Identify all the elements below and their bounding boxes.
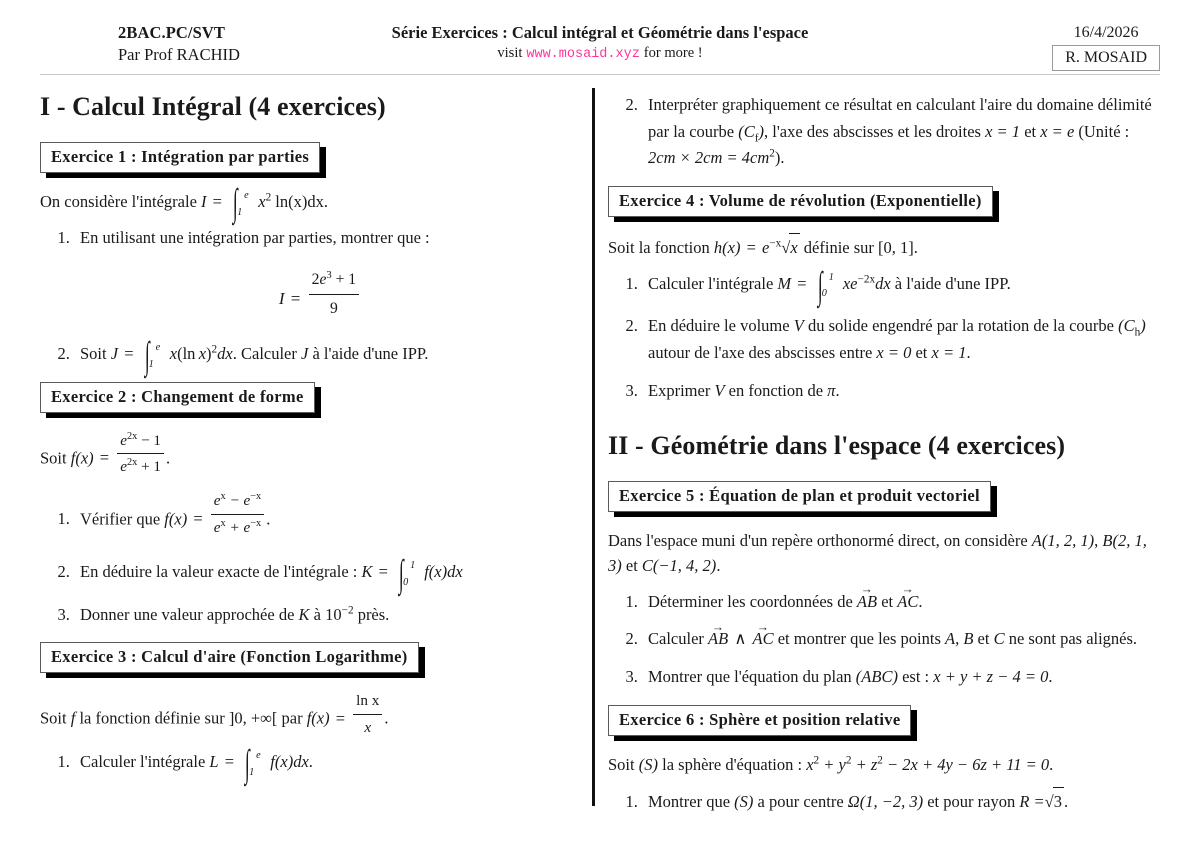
exercise-2-questions bbox=[40, 489, 560, 629]
page-header bbox=[40, 22, 1160, 74]
ex4-q2-x0: x = 0 bbox=[876, 343, 912, 363]
ex6-q1-mid2: et pour rayon bbox=[927, 792, 1016, 812]
ex5-vector-AC: AC → bbox=[897, 589, 918, 616]
ex5-wedge-operator: ∧ bbox=[734, 629, 747, 649]
document-title: Série Exercices : Calcul intégral et Géométrie dans l'espace bbox=[391, 23, 809, 42]
ex3-q2-x-eq-1: x = 1 bbox=[985, 121, 1021, 141]
ex4-curve-Ch: $(C_h)$ bbox=[1118, 316, 1146, 339]
list-item bbox=[642, 378, 1160, 405]
ex1-integrand-x: x bbox=[258, 192, 266, 211]
exercise-1-label: Exercice 1 : Intégration par parties bbox=[40, 142, 320, 173]
ex2-q1-num-pow2: −x bbox=[250, 490, 262, 502]
ex4-q1-equals: = bbox=[797, 273, 807, 293]
ex3-q2-line2-b: , l'axe des abscisses et les droites bbox=[764, 121, 981, 141]
ex2-q1-num bbox=[211, 489, 264, 515]
ex5-intro-line1: Dans l'espace muni d'un repère orthonormé direct, on considère bbox=[608, 530, 1028, 550]
ex5-q2-point-C: C bbox=[993, 629, 1005, 649]
ex1-integrand-power: 2 bbox=[265, 191, 272, 204]
ex1-q2-power: 2 bbox=[211, 343, 218, 356]
list-item bbox=[74, 551, 560, 595]
ex4-intro-prefix: Soit la fonction bbox=[608, 238, 710, 258]
ex4-symbol-h: h(x) bbox=[713, 238, 741, 258]
list-item bbox=[74, 602, 560, 629]
left-column bbox=[40, 92, 560, 790]
ex3-q1-prefix: Calculer l'intégrale bbox=[80, 752, 206, 772]
ex4-intro-suffix: définie sur [0, 1]. bbox=[803, 238, 918, 258]
ex2-q3-prefix: Donner une valeur approchée de bbox=[80, 604, 295, 624]
ex5-q1-period: . bbox=[918, 591, 923, 611]
ex3-q2-x-eq-e: x = e bbox=[1040, 121, 1075, 141]
ex1-q2-ln: (ln x) bbox=[177, 343, 212, 363]
ex6-q1-prefix: Montrer que bbox=[648, 792, 731, 812]
exercise-3-intro bbox=[40, 689, 560, 739]
list-item bbox=[642, 92, 1160, 172]
ex6-radius-sqrt-arg: 3 bbox=[1053, 787, 1064, 816]
ex2-q1-period: . bbox=[266, 509, 271, 529]
ex3-q1-period: . bbox=[308, 752, 313, 772]
ex5-q2-suffix: ne sont pas bbox=[1008, 629, 1083, 649]
ex1-display-equation bbox=[80, 267, 560, 321]
ex2-q1-equals: = bbox=[193, 509, 203, 529]
ex2-q1-den-e: e bbox=[213, 519, 221, 537]
ex2-frac-denominator bbox=[117, 453, 164, 479]
exercise-4-title-box bbox=[608, 186, 1160, 217]
header-right-block bbox=[1052, 22, 1160, 71]
ex5-et: et bbox=[625, 556, 638, 576]
exercise-2-label: Exercice 2 : Changement de forme bbox=[40, 382, 315, 413]
ex2-num-pow: 2x bbox=[126, 430, 138, 442]
ex5-vector-AB: AB → bbox=[857, 589, 877, 616]
visit-line bbox=[392, 44, 809, 64]
ex1-frac-denominator: 9 bbox=[309, 294, 360, 321]
exercise-5-label: Exercice 5 : Équation de plan et produit vectoriel bbox=[608, 481, 991, 512]
ex2-q1-num-minus: − e bbox=[229, 491, 251, 509]
ex3-q2-unit: 2cm × 2cm = 4cm bbox=[648, 148, 770, 168]
header-left-block bbox=[118, 22, 240, 66]
author-badge: R. MOSAID bbox=[1052, 45, 1160, 71]
exercise-2-title-box bbox=[40, 382, 560, 413]
ex1-integral-sign bbox=[231, 181, 253, 224]
ex1-q1-text: En utilisant une intégration par parties, montrer que : bbox=[80, 227, 430, 247]
exercise-6-intro bbox=[608, 752, 1160, 778]
ex6-eq-z-pow: 2 bbox=[877, 754, 883, 767]
ex3-intro-mid: la fonction définie sur ]0, +∞[ par bbox=[79, 708, 303, 728]
ex5-q2-vector-AB: AB → bbox=[708, 626, 728, 653]
ex6-q1-sphere-S: (S) bbox=[734, 792, 754, 812]
ex5-comma: , bbox=[1094, 530, 1099, 550]
exercise-6-title-box bbox=[608, 705, 1160, 736]
ex2-q3-exponent: −2 bbox=[341, 604, 354, 617]
ex2-q1-prefix: Vérifier que bbox=[80, 509, 161, 529]
ex6-q1-mid: a pour centre bbox=[757, 792, 844, 812]
ex1-fraction bbox=[309, 267, 360, 321]
ex2-q1-fraction bbox=[211, 489, 264, 541]
ex2-q2-lower-bound: 0 bbox=[403, 576, 409, 588]
ex1-num-plus: + 1 bbox=[335, 271, 357, 289]
ex2-q1-num-pow: x bbox=[220, 490, 226, 502]
ex2-intro-period: . bbox=[166, 448, 171, 468]
ex6-intro-period: . bbox=[1049, 754, 1054, 774]
ex5-q2-points-AB: A, B bbox=[945, 629, 974, 649]
ex5-q2-mid: et montrer que les points bbox=[777, 629, 941, 649]
ex2-q1-den-pow: x bbox=[220, 518, 226, 530]
ex6-sphere-S: (S) bbox=[638, 754, 658, 774]
exercise-5-intro bbox=[608, 528, 1160, 579]
ex6-eq-x-pow: 2 bbox=[813, 754, 820, 767]
exercise-2-intro bbox=[40, 429, 560, 479]
ex3-q2-line2-c: et bbox=[1024, 121, 1037, 141]
ex3-fraction bbox=[353, 689, 382, 739]
ex5-q1-et: et bbox=[881, 591, 894, 611]
exercise-3-questions-right bbox=[608, 92, 1160, 172]
ex1-lower-bound: 1 bbox=[237, 207, 243, 219]
exercise-1-title-box bbox=[40, 142, 560, 173]
ex1-equals: = bbox=[212, 192, 222, 211]
ex2-intro-prefix: Soit bbox=[40, 448, 67, 468]
exercise-5-questions bbox=[608, 589, 1160, 691]
ex5-q2-line2: alignés. bbox=[1086, 629, 1138, 649]
visit-prefix: visit bbox=[497, 44, 523, 61]
ex1-integrand-ln: ln(x)dx bbox=[275, 192, 324, 211]
ex4-q1-integral-sign bbox=[816, 263, 838, 307]
ex2-q2-text: En déduire la valeur exacte de l'intégrale : bbox=[80, 561, 358, 581]
ex2-symbol-f: f bbox=[70, 448, 76, 468]
ex3-fx: f(x) bbox=[306, 708, 330, 728]
ex4-q1-upper-bound: 1 bbox=[828, 271, 834, 283]
ex3-q1-integral-sign bbox=[243, 742, 265, 786]
section-heading-2: II - Géométrie dans l'espace (4 exercices) bbox=[608, 430, 1066, 460]
ex1-num-pow: 3 bbox=[326, 270, 332, 282]
ex4-q3-pi: π bbox=[827, 380, 836, 400]
teacher-name: Par Prof RACHID bbox=[118, 44, 240, 64]
ex3-frac-numerator bbox=[353, 689, 382, 714]
ex5-q2-prefix: Calculer bbox=[648, 629, 704, 649]
ex4-e: e bbox=[762, 238, 770, 258]
list-item bbox=[74, 742, 560, 786]
ex1-q2-J2: J bbox=[301, 343, 309, 363]
ex1-q2-equals: = bbox=[124, 343, 134, 363]
ex2-fraction bbox=[117, 429, 164, 479]
ex4-equals: = bbox=[746, 238, 756, 258]
ex1-num-coef: 2 bbox=[311, 271, 320, 289]
ex1-intro-period: . bbox=[323, 192, 328, 211]
list-item bbox=[642, 787, 1160, 816]
exercise-3-label: Exercice 3 : Calcul d'aire (Fonction Logarithme) bbox=[40, 642, 419, 673]
ex4-q2-et: et bbox=[915, 343, 928, 363]
ex2-equals: = bbox=[99, 448, 110, 468]
list-item bbox=[74, 225, 560, 321]
ex3-q1-upper-bound: e bbox=[256, 750, 261, 762]
ex6-intro-prefix: Soit bbox=[608, 754, 635, 774]
exercise-4-questions bbox=[608, 263, 1160, 405]
ex6-eq-x: x bbox=[806, 754, 814, 774]
ex4-e-power: −x bbox=[769, 237, 782, 250]
integral-glyph-icon: ∫ bbox=[817, 263, 823, 307]
ex3-frac-denominator: x bbox=[353, 714, 382, 740]
ex6-center-omega: Ω(1, −2, 3) bbox=[847, 792, 924, 812]
exercise-4-label: Exercice 4 : Volume de révolution (Exponentielle) bbox=[608, 186, 993, 217]
list-item bbox=[642, 263, 1160, 307]
ex2-q2-upper-bound: 1 bbox=[410, 559, 416, 571]
ex5-point-B: B(2, 1, 3) bbox=[608, 530, 1147, 576]
ex2-q2-integrand: f(x)dx bbox=[424, 561, 463, 581]
ex4-q3-prefix: Exprimer bbox=[648, 380, 711, 400]
ex4-q2-mid: du solide engendré par la rotation de la courbe bbox=[807, 316, 1114, 336]
ex5-plane-equation: x + y + z − 4 = 0 bbox=[933, 667, 1049, 687]
ex4-q3-mid: en fonction de bbox=[728, 380, 824, 400]
ex2-q1-den-pow2: −x bbox=[250, 518, 262, 530]
ex1-symbol-I: I bbox=[201, 192, 207, 211]
ex5-q3-mid: est : bbox=[902, 667, 930, 687]
ex3-intro-prefix: Soit bbox=[40, 708, 67, 728]
ex4-q2-line2: autour de l'axe des abscisses entre bbox=[648, 343, 873, 363]
ex2-q1-num-e: e bbox=[213, 491, 221, 509]
ex2-frac-numerator bbox=[117, 429, 164, 454]
ex1-num-e: e bbox=[319, 271, 327, 289]
exercise-3-title-box bbox=[40, 642, 560, 673]
ex5-q3-prefix: Montrer que l'équation du plan bbox=[648, 667, 852, 687]
ex5-intro-period: . bbox=[716, 556, 721, 576]
ex2-q3-K: K bbox=[298, 604, 310, 624]
ex6-q1-period: . bbox=[1063, 792, 1069, 812]
ex2-den-pow: 2x bbox=[126, 457, 138, 469]
list-item bbox=[74, 333, 560, 377]
ex2-q1-f: f bbox=[164, 509, 169, 529]
integral-glyph-icon: ∫ bbox=[144, 333, 150, 377]
ex2-q3-base: 10 bbox=[325, 604, 342, 624]
exercise-6-label: Exercice 6 : Sphère et position relative bbox=[608, 705, 911, 736]
ex2-fx: (x) bbox=[75, 448, 94, 468]
ex4-q3-V: V bbox=[714, 380, 725, 400]
ex2-num-rest: − 1 bbox=[141, 431, 161, 449]
exercise-4-intro bbox=[608, 233, 1160, 261]
ex1-q2-dx: dx bbox=[217, 343, 233, 363]
ex1-symbol-J: J bbox=[110, 343, 119, 363]
sqrt-radical-icon: √ bbox=[781, 238, 791, 258]
ex6-eq-y-pow: 2 bbox=[845, 754, 852, 767]
ex3-q2-unit-power: 2 bbox=[769, 147, 775, 160]
ex3-q2-line1: Interpréter graphiquement ce résultat en calculant l'aire du domaine bbox=[648, 95, 1094, 114]
list-item bbox=[642, 626, 1160, 653]
ex4-q1-dx: dx bbox=[875, 273, 891, 293]
ex6-eq-y: + y bbox=[823, 754, 846, 774]
ex3-symbol-L: L bbox=[209, 752, 219, 772]
ex4-q2-prefix: En déduire le volume bbox=[648, 316, 790, 336]
exercise-6-questions bbox=[608, 787, 1160, 816]
ex3-equals: = bbox=[335, 708, 346, 728]
ex2-den-e: e bbox=[120, 458, 127, 476]
ex1-q2-prefix: Soit bbox=[80, 343, 107, 363]
list-item bbox=[642, 664, 1160, 691]
exercise-1-questions bbox=[40, 225, 560, 377]
sqrt-radical-icon: √ bbox=[1044, 792, 1054, 812]
integral-glyph-icon: ∫ bbox=[245, 742, 250, 786]
list-item bbox=[74, 489, 560, 541]
ex2-q2-integral-sign bbox=[397, 551, 419, 595]
ex4-q2-x1: x = 1 bbox=[931, 343, 967, 363]
school-level: 2BAC.PC/SVT bbox=[118, 23, 225, 42]
ex6-eq-z: + z bbox=[855, 754, 878, 774]
ex5-plane-ABC: (ABC) bbox=[855, 667, 898, 687]
ex5-q1-prefix: Déterminer les coordonnées de bbox=[648, 591, 853, 611]
visit-suffix: for more ! bbox=[643, 44, 703, 61]
ex2-q1-den bbox=[211, 514, 264, 541]
section-heading-1: I - Calcul Intégral (4 exercices) bbox=[40, 92, 386, 121]
exercise-1-intro bbox=[40, 181, 560, 224]
ex2-symbol-K: K bbox=[361, 561, 373, 581]
exercise-3-questions-left bbox=[40, 742, 560, 786]
ex2-q1-den-plus: + e bbox=[229, 519, 251, 537]
exercise-5-title-box bbox=[608, 481, 1160, 512]
ex4-q1-suffix: à l'aide d'une IPP. bbox=[894, 273, 1011, 293]
ex3-q1-integrand: f(x)dx bbox=[270, 752, 309, 772]
ex3-symbol-f: f bbox=[70, 708, 76, 728]
ex2-num-e: e bbox=[120, 431, 127, 449]
ex2-q1-fx: (x) bbox=[168, 509, 188, 529]
ex3-q2-unit-suffix: ). bbox=[774, 148, 785, 168]
ex5-point-A: A(1, 2, 1) bbox=[1031, 530, 1095, 550]
ex3-q2-unit-prefix: (Unité : bbox=[1078, 121, 1130, 141]
ex1-intro-text: On considère l'intégrale bbox=[40, 192, 197, 211]
ex2-q2-equals: = bbox=[378, 561, 388, 581]
header-divider-rule bbox=[40, 74, 1160, 75]
ex2-q3-suffix: près. bbox=[357, 604, 390, 624]
ex1-q2-x: x bbox=[169, 343, 178, 363]
ex2-q3-mid: à bbox=[313, 604, 321, 624]
ex1-q2-upper-bound: e bbox=[155, 341, 161, 353]
ex4-q1-prefix: Calculer l'intégrale bbox=[648, 273, 774, 293]
ex1-q2-lower-bound: 1 bbox=[148, 358, 154, 370]
ex3-num-lnx: ln x bbox=[356, 692, 380, 710]
ex4-symbol-V: V bbox=[793, 316, 804, 336]
ex6-intro-mid: la sphère d'équation : bbox=[662, 754, 803, 774]
header-center-block bbox=[392, 22, 809, 64]
ex5-q2-et: et bbox=[977, 629, 990, 649]
ex1-eq-sign: = bbox=[290, 289, 301, 309]
ex1-q2-integral-sign bbox=[143, 333, 165, 377]
ex4-q3-period: . bbox=[835, 380, 840, 400]
ex4-symbol-M: M bbox=[777, 273, 792, 293]
ex5-q3-period: . bbox=[1048, 667, 1053, 687]
right-column bbox=[608, 92, 1160, 830]
ex1-q2-mid: . Calculer bbox=[232, 343, 297, 363]
ex1-q2-suffix: à l'aide d'une IPP. bbox=[312, 343, 429, 363]
ex4-q1-integrand: xe bbox=[842, 273, 858, 293]
ex1-upper-bound: e bbox=[244, 189, 249, 201]
column-divider-rule bbox=[592, 88, 595, 806]
list-item bbox=[642, 313, 1160, 366]
ex5-point-C: C(−1, 4, 2) bbox=[641, 556, 717, 576]
list-item bbox=[642, 589, 1160, 616]
ex1-frac-numerator bbox=[309, 267, 360, 293]
integral-glyph-icon: ∫ bbox=[232, 181, 238, 224]
ex6-eq-rest: − 2x + 4y − 6z + 11 = 0 bbox=[887, 754, 1050, 774]
document-date: 16/4/2026 bbox=[1073, 24, 1139, 41]
ex4-q1-power: −2x bbox=[857, 273, 876, 286]
ex3-intro-period: . bbox=[384, 708, 389, 728]
ex5-q2-vector-AC: AC → bbox=[753, 626, 774, 653]
ex3-q1-equals: = bbox=[224, 752, 235, 772]
ex3-q2-line2-a: délimité par la courbe bbox=[648, 95, 1152, 141]
website-url-link[interactable]: www.mosaid.xyz bbox=[526, 46, 640, 62]
ex6-radius-R: R = bbox=[1019, 792, 1045, 812]
ex4-q2-period: . bbox=[966, 343, 971, 363]
ex2-den-rest: + 1 bbox=[141, 458, 161, 476]
ex1-eq-lhs: I bbox=[278, 289, 285, 309]
ex3-q1-lower-bound: 1 bbox=[249, 767, 255, 779]
ex3-curve-Cf: $(C_f)$ bbox=[738, 121, 764, 145]
ex4-sqrt-arg: x bbox=[789, 233, 799, 261]
integral-glyph-icon: ∫ bbox=[398, 551, 404, 595]
ex4-q1-lower-bound: 0 bbox=[821, 288, 827, 300]
